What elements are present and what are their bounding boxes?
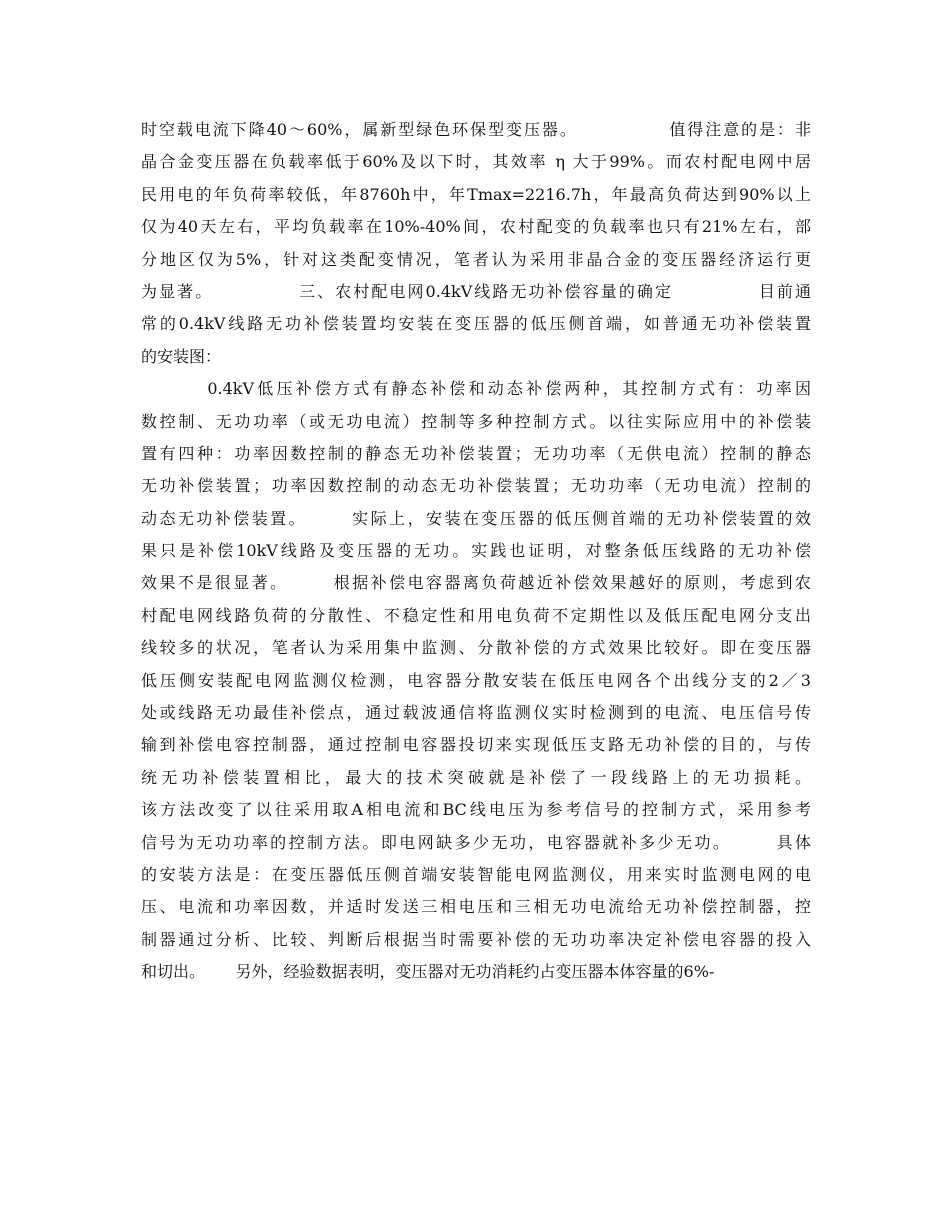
text-line: 低压侧安装配电网监测仪检测，电容器分散安装在低压电网各个出线分支的2／3: [141, 670, 811, 690]
text-line: 的安装图：: [141, 346, 222, 366]
text-line: 动态无功补偿装置。 实际上，安装在变压器的低压侧首端的无功补偿装置的效: [141, 508, 811, 528]
text-line: 为显著。 三、农村配电网0.4kV线路无功补偿容量的确定 目前通: [141, 281, 811, 301]
text-line: 置有四种：功率因数控制的静态无功补偿装置；无功功率（无供电流）控制的静态: [141, 443, 811, 463]
text-line: 制器通过分析、比较、判断后根据当时需要补偿的无功功率决定补偿电容器的投入: [141, 929, 811, 949]
text-line: 信号为无功功率的控制方法。即电网缺多少无功，电容器就补多少无功。 具体: [141, 832, 811, 852]
text-line: 处或线路无功最佳补偿点，通过载波通信将监测仪实时检测到的电流、电压信号传: [141, 703, 811, 723]
text-line: 和切出。 另外，经验数据表明，变压器对无功消耗约占变压器本体容量的6%-: [141, 962, 715, 982]
text-line: 常的0.4kV线路无功补偿装置均安装在变压器的低压侧首端，如普通无功补偿装置: [141, 314, 811, 334]
text-line: 仅为40天左右，平均负载率在10%-40%间，农村配变的负载率也只有21%左右，部: [141, 217, 811, 237]
text-line: 0.4kV低压补偿方式有静态补偿和动态补偿两种，其控制方式有：功率因: [141, 379, 811, 399]
body-text: [141, 114, 811, 989]
text-line: 民用电的年负荷率较低，年8760h中，年Tmax=2216.7h，年最高负荷达到90%以上: [141, 184, 811, 204]
text-line: 果只是补偿10kV线路及变压器的无功。实践也证明，对整条低压线路的无功补偿: [141, 541, 811, 561]
text-line: 线较多的状况，笔者认为采用集中监测、分散补偿的方式效果比较好。即在变压器: [141, 638, 811, 658]
text-line: 该方法改变了以往采用取A相电流和BC线电压为参考信号的控制方式，采用参考: [141, 800, 811, 820]
text-line: 压、电流和功率因数，并适时发送三相电压和三相无功电流给无功补偿控制器，控: [141, 897, 811, 917]
text-line: 输到补偿电容控制器，通过控制电容器投切来实现低压支路无功补偿的目的，与传: [141, 735, 811, 755]
text-line: 统无功补偿装置相比，最大的技术突破就是补偿了一段线路上的无功损耗。: [141, 767, 811, 787]
text-line: 的安装方法是：在变压器低压侧首端安装智能电网监测仪，用来实时监测电网的电: [141, 864, 811, 884]
text-line: 数控制、无功功率（或无功电流）控制等多种控制方式。以往实际应用中的补偿装: [141, 411, 811, 431]
text-line: 时空载电流下降40～60%，属新型绿色环保型变压器。 值得注意的是：非: [141, 120, 811, 139]
text-line: 无功补偿装置；功率因数控制的动态无功补偿装置；无功功率（无功电流）控制的: [141, 476, 811, 496]
text-line: 晶合金变压器在负载率低于60%及以下时，其效率 η 大于99%。而农村配电网中居: [141, 152, 811, 172]
text-line: 效果不是很显著。 根据补偿电容器离负荷越近补偿效果越好的原则，考虑到农: [141, 573, 811, 593]
text-line: 村配电网线路负荷的分散性、不稳定性和用电负荷不定期性以及低压配电网分支出: [141, 605, 811, 625]
text-line: 分地区仅为5%，针对这类配变情况，笔者认为采用非晶合金的变压器经济运行更: [141, 249, 811, 269]
